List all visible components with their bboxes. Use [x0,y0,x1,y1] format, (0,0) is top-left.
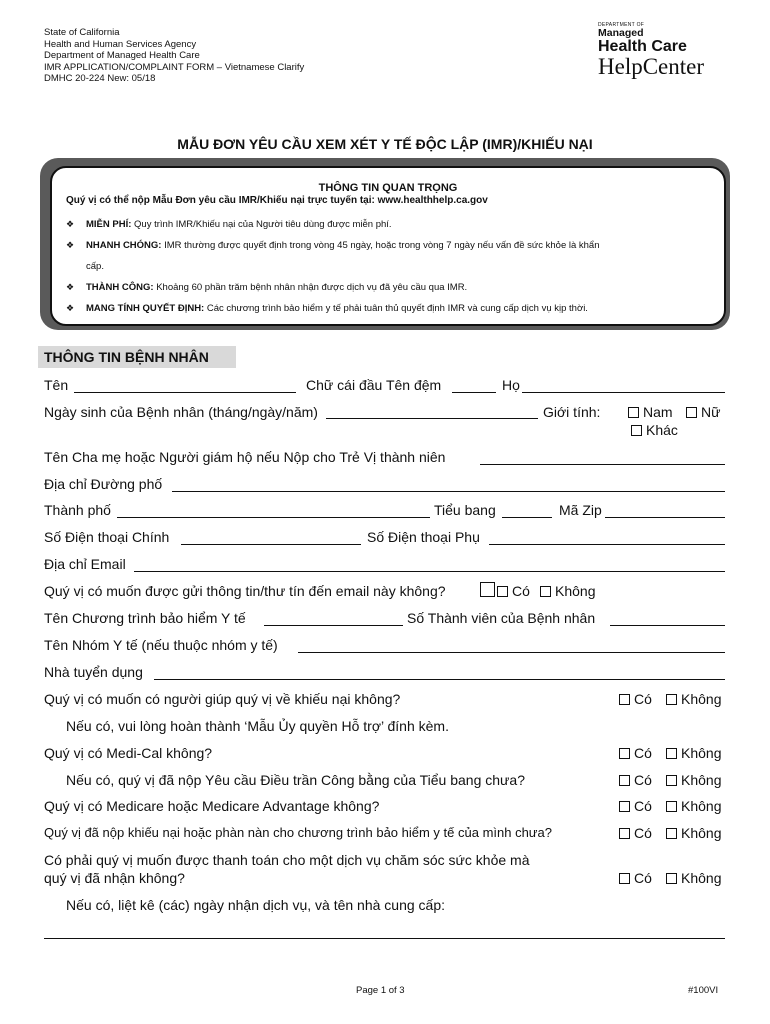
bullet-label: THÀNH CÔNG: [86,282,154,293]
option-label: Có [634,798,652,814]
section-title-patient-info: THÔNG TIN BỆNH NHÂN [38,346,236,368]
option-label: Nam [643,404,673,420]
member-id-field[interactable] [610,625,725,626]
option-label: Có [634,691,652,707]
medi-cal-yes[interactable] [619,744,652,762]
info-bullet [66,277,716,298]
reimbursement-no[interactable] [666,869,721,887]
option-label: Không [681,772,722,788]
header-line: State of California [44,27,120,38]
employer-label: Nhà tuyển dụng [44,664,143,680]
bullet-text: Các chương trình bảo hiểm y tế phải tuân thủ quyết định IMR và cung cấp dịch vụ kịp thời. [206,303,588,314]
last-name-field[interactable] [522,392,725,393]
grievance-yes[interactable] [619,824,652,842]
checkbox[interactable] [666,775,677,786]
medi-cal-question: Quý vị có Medi-Cal không? [44,745,213,761]
email-consent-yes[interactable] [480,582,530,600]
checkbox[interactable] [666,748,677,759]
email-field[interactable] [134,571,725,572]
dob-label: Ngày sinh của Bệnh nhân (tháng/ngày/năm) [44,404,318,420]
street-label: Địa chỉ Đường phố [44,476,163,492]
help-note: Nếu có, vui lòng hoàn thành ‘Mẫu Ủy quyền Hỗ trợ’ đính kèm. [66,718,449,734]
important-info-box [50,166,726,326]
option-label: Không [681,691,722,707]
state-field[interactable] [502,517,552,518]
page-number: Page 1 of 3 [356,985,405,996]
checkbox[interactable] [540,586,551,597]
health-plan-label: Tên Chương trình bảo hiểm Y tế [44,610,246,626]
info-bullet [66,214,716,235]
info-box-subtitle: Quý vị có thể nộp Mẫu Đơn yêu cầu IMR/Khiếu nại trực tuyến tại: www.healthhelp.ca.gov [66,195,488,206]
checkbox[interactable] [619,775,630,786]
option-label: Khác [646,422,678,438]
guardian-label: Tên Cha mẹ hoặc Người giám hộ nếu Nộp cho Trẻ Vị thành niên [44,449,446,465]
info-box-title: THÔNG TIN QUAN TRỌNG [318,182,458,194]
form-code: #100VI [688,985,719,996]
form-title: MẪU ĐƠN YÊU CẦU XEM XÉT Y TẾ ĐỘC LẬP (IMR)/KHIẾU NẠI [177,136,593,152]
email-consent-no[interactable] [540,582,595,600]
logo-health-care: Health Care [598,38,687,55]
zip-field[interactable] [605,517,725,518]
gender-female-option[interactable] [686,403,720,421]
checkbox[interactable] [631,425,642,436]
checkbox[interactable] [666,801,677,812]
option-label: Không [681,798,722,814]
logo-dept: DEPARTMENT OF [598,22,645,28]
bullet-label: NHANH CHÓNG: [86,240,162,251]
bullet-text: IMR thường được quyết định trong vòng 45 ngày, hoặc trong vòng 7 ngày nếu vấn đề sức khỏe là khẩn [164,240,600,251]
checkbox[interactable] [666,694,677,705]
email-label: Địa chỉ Email [44,556,126,572]
bullet-text: Khoảng 60 phần trăm bệnh nhân nhận được dịch vụ đã yêu cầu qua IMR. [156,282,468,293]
help-no[interactable] [666,690,721,708]
primary-phone-field[interactable] [181,544,361,545]
info-bullets [66,214,716,319]
checkbox[interactable] [619,801,630,812]
header-line: Department of Managed Health Care [44,50,200,61]
checkbox[interactable] [666,873,677,884]
dmhc-logo [598,22,722,84]
bullet-text: Quy trình IMR/Khiếu nại của Người tiêu dùng được miễn phí. [134,219,392,230]
reimbursement-note: Nếu có, liệt kê (các) ngày nhận dịch vụ, và tên nhà cung cấp: [66,897,446,913]
option-label: Có [634,825,652,841]
reimbursement-question-line1: Có phải quý vị muốn được thanh toán cho một dịch vụ chăm sóc sức khỏe mà [44,852,530,868]
grievance-question: Quý vị đã nộp khiếu nại hoặc phàn nàn cho chương trình bảo hiểm y tế của mình chưa? [44,825,552,840]
secondary-phone-label: Số Điện thoại Phụ [367,529,480,545]
grievance-no[interactable] [666,824,721,842]
fair-hearing-question: Nếu có, quý vị đã nộp Yêu cầu Điều trần Công bằng của Tiểu bang chưa? [66,772,525,788]
bullet-label: MANG TÍNH QUYẾT ĐỊNH: [86,303,205,314]
fair-hearing-no[interactable] [666,771,721,789]
medi-cal-no[interactable] [666,744,721,762]
street-field[interactable] [172,491,725,492]
fair-hearing-yes[interactable] [619,771,652,789]
first-name-label: Tên [44,377,69,393]
reimbursement-yes[interactable] [619,869,652,887]
medical-group-field[interactable] [298,652,725,653]
checkbox[interactable] [497,586,508,597]
checkbox[interactable] [628,407,639,418]
option-label: Không [681,870,722,886]
middle-initial-label: Chữ cái đầu Tên đệm [306,377,442,393]
info-bullet [66,298,716,319]
secondary-phone-field[interactable] [489,544,725,545]
checkbox[interactable] [619,828,630,839]
email-consent-question: Quý vị có muốn được gửi thông tin/thư tín đến email này không? [44,583,446,599]
info-bullet [66,235,716,256]
city-field[interactable] [117,517,430,518]
help-yes[interactable] [619,690,652,708]
member-id-label: Số Thành viên của Bệnh nhân [407,610,596,626]
checkbox[interactable] [619,748,630,759]
checkbox[interactable] [619,873,630,884]
header-line: IMR APPLICATION/COMPLAINT FORM – Vietnamese Clarify [44,61,305,73]
reimbursement-question-line2: quý vị đã nhận không? [44,870,185,886]
logo-managed: Managed [598,27,644,39]
medicare-yes[interactable] [619,797,652,815]
zip-label: Mã Zip [559,502,602,518]
info-bullet-continuation [66,256,716,277]
checkbox[interactable] [686,407,697,418]
middle-initial-field[interactable] [452,392,496,393]
bullet-label: MIỄN PHÍ: [86,219,132,230]
gender-other-option[interactable] [631,421,678,439]
city-label: Thành phố [44,502,111,518]
bullet-text: cấp. [86,261,104,272]
checkbox[interactable] [666,828,677,839]
agency-header [44,27,304,85]
medicare-question: Quý vị có Medicare hoặc Medicare Advantage không? [44,798,380,814]
medicare-no[interactable] [666,797,721,815]
gender-male-option[interactable] [628,403,673,421]
logo-help-center: HelpCenter [598,54,705,79]
option-label: Có [634,772,652,788]
dob-field[interactable] [326,418,538,419]
medical-group-label: Tên Nhóm Y tế (nếu thuộc nhóm y tế) [44,637,278,653]
help-question: Quý vị có muốn có người giúp quý vị về khiếu nại không? [44,691,401,707]
option-label: Không [555,583,596,599]
health-plan-field[interactable] [264,625,403,626]
header-line: DMHC 20-224 New: 05/18 [44,73,156,84]
service-dates-provider-field[interactable] [44,938,725,939]
header-line: Health and Human Services Agency [44,38,197,50]
state-label: Tiểu bang [434,502,496,518]
primary-phone-label: Số Điện thoại Chính [44,529,170,545]
employer-field[interactable] [154,679,725,680]
checkbox[interactable] [619,694,630,705]
option-label: Có [634,870,652,886]
checkbox[interactable] [480,582,495,597]
option-label: Có [512,583,530,599]
last-name-label: Họ [502,377,520,393]
option-label: Có [634,745,652,761]
first-name-field[interactable] [74,392,296,393]
option-label: Nữ [701,404,721,420]
option-label: Không [681,745,722,761]
option-label: Không [681,825,722,841]
gender-label: Giới tính: [543,404,601,420]
guardian-field[interactable] [480,464,725,465]
